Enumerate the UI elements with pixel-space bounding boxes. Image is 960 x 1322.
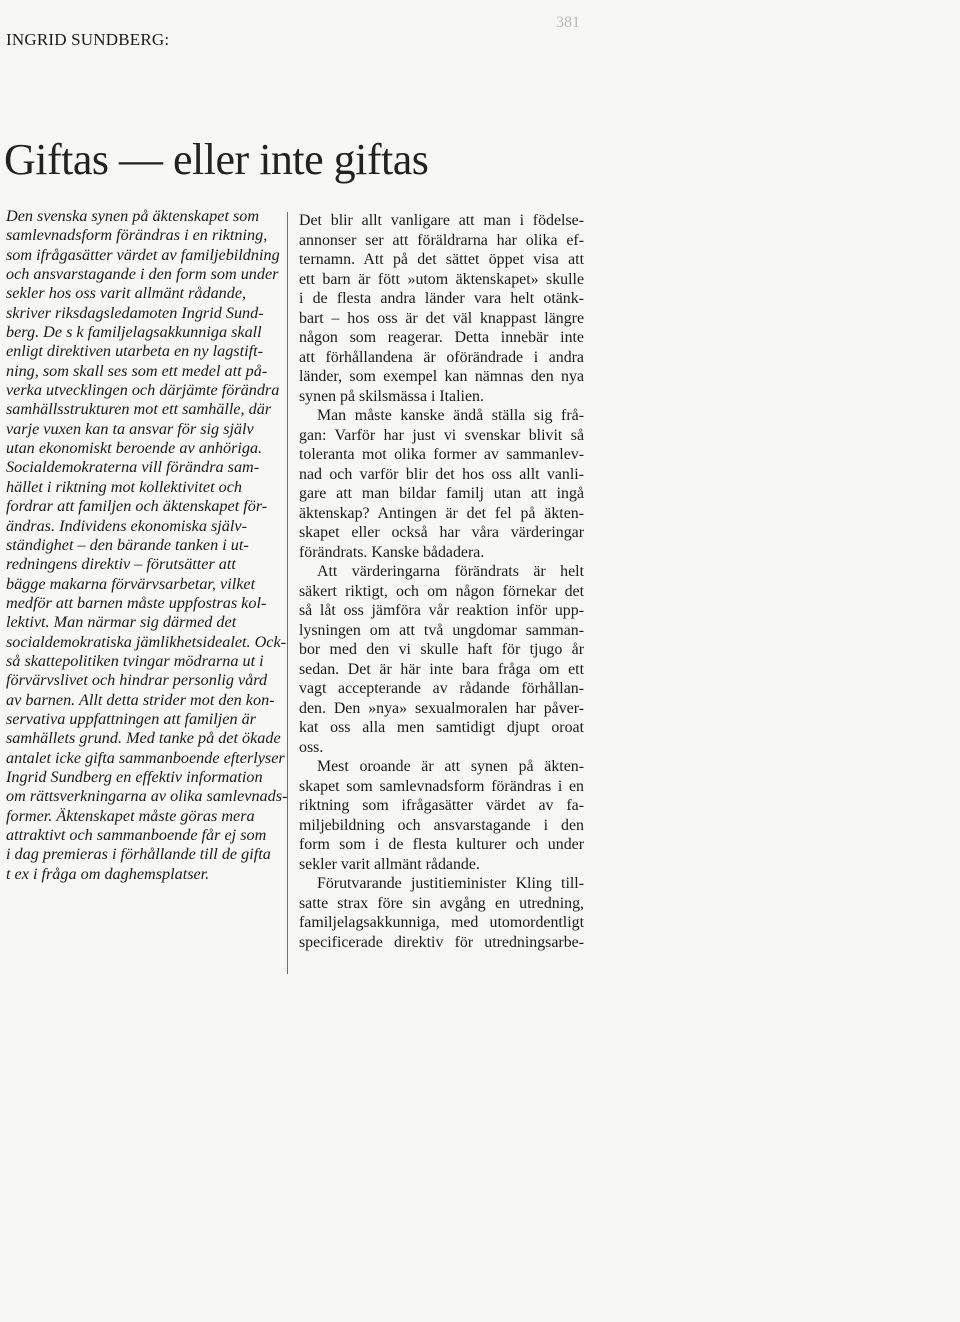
ingress-line: varje vuxen kan ta ansvar för sig själv <box>6 419 254 438</box>
author-name: INGRID SUNDBERG: <box>6 30 170 49</box>
ingress-line: medför att barnen måste uppfostras kol- <box>6 593 267 612</box>
body-line: vagt accepterande av rådande förhållan- <box>299 680 584 697</box>
ingress-line: i dag premieras i förhållande till de gifta <box>6 845 271 864</box>
ingress-line: lektivt. Man närmar sig därmed det <box>6 613 237 632</box>
body-line: bart – hos oss är det väl knappast längre <box>299 309 584 327</box>
column-divider <box>287 212 288 974</box>
body-line: Att värderingarna förändrats är helt <box>317 563 584 580</box>
ingress-line: fordrar att familjen och äktenskapet för- <box>6 497 268 516</box>
body-line: i de flesta andra länder vara helt otänk- <box>299 290 584 307</box>
ingress-line: Ingrid Sundberg en effektiv information <box>6 767 263 786</box>
body-line: att förhållandena är oförändrade i andra <box>299 348 584 366</box>
body-line: oss. <box>299 738 324 756</box>
body-line: gan: Varför har just vi svenskar blivit så <box>299 426 584 444</box>
body-line: satte strax före sin avgång en utredning, <box>299 894 584 912</box>
body-line: toleranta mot olika former av sammanlev- <box>299 446 584 463</box>
ingress-line: verka utvecklingen och därjämte förändra <box>6 381 280 400</box>
body-line: skapet som samlevnadsform förändras i en <box>299 777 584 795</box>
ingress-line: och ansvarstagande i den form som under <box>6 265 279 284</box>
body-line: kat oss alla men samtidigt djupt oroat <box>299 719 584 736</box>
ingress-line: t ex i fråga om daghemsplatser. <box>6 864 210 883</box>
ingress-line: ständighet – den bärande tanken i ut- <box>6 535 249 554</box>
ingress-line: servativa uppfattningen att familjen är <box>6 709 256 728</box>
body-line: förändrats. Kanske bådadera. <box>299 543 485 561</box>
body-line: annonser ser att föräldrarna har olika ef- <box>299 231 584 249</box>
ingress-line: Den svenska synen på äktenskapet som <box>6 207 260 225</box>
ingress-line: som ifrågasätter värdet av familjebildning <box>6 245 280 264</box>
body-line: äktenskap? Antingen är det fel på äkten- <box>299 504 584 522</box>
ingress-line: samlevnadsform förändras i en riktning, <box>6 226 268 245</box>
body-line: sedan. Det är här inte bara fråga om ett <box>299 660 584 678</box>
body-line: synen på skilsmässa i Italien. <box>299 387 484 405</box>
ingress-line: utan ekonomiskt beroende av anhöriga. <box>6 439 263 458</box>
body-line: gare att man bildar familj utan att ingå <box>299 485 584 502</box>
ingress-line: samhällsstrukturen mot ett samhälle, där <box>6 400 272 419</box>
body-line: specificerade direktiv för utredningsarbe- <box>299 933 584 951</box>
body-line: lysningen om att två ungdomar samman- <box>299 621 584 639</box>
ingress-line: enligt direktiven utarbeta en ny lagstift- <box>6 342 263 361</box>
body-line: riktning som ifrågasätter värdet av fa- <box>299 797 584 814</box>
page-number: 381 <box>556 14 580 31</box>
ingress-line: Socialdemokraterna vill förändra sam- <box>6 458 260 477</box>
ingress-line: berg. De s k familjelagsakkunniga skall <box>6 323 262 342</box>
body-line: Man måste kanske ändå ställa sig frå- <box>317 407 584 424</box>
body-line: Förutvarande justitieminister Kling till- <box>317 875 584 892</box>
body-line: länder, som exempel kan nämnas den nya <box>299 368 584 385</box>
ingress-line: förvärvslivet och hindrar personlig vård <box>6 671 268 690</box>
body-column <box>299 211 584 952</box>
ingress-line: redningens direktiv – förutsätter att <box>6 555 236 574</box>
body-line: familjelagsakkunniga, med utomordentligt <box>299 914 584 931</box>
ingress-line: attraktivt och sammanboende får ej som <box>6 826 267 844</box>
ingress-line: samhällets grund. Med tanke på det ökade <box>6 729 281 748</box>
body-line: ternamn. Att på det sättet öppet visa att <box>299 251 584 268</box>
article-title: Giftas — eller inte giftas <box>4 135 429 184</box>
body-line: bor med den vi skulle haft för tjugo år <box>299 641 584 658</box>
body-line: nad och varför blir det hos oss allt vanli- <box>299 465 584 483</box>
ingress-line: så skattepolitiken tvingar mödrarna ut i <box>6 651 264 670</box>
body-line: någon som reagerar. Detta innebär inte <box>299 329 584 346</box>
body-line: skapet eller också har våra värderingar <box>299 524 584 541</box>
body-line: den. Den »nya» sexualmoralen har påver- <box>299 699 584 717</box>
ingress-line: ändras. Individens ekonomiska själv- <box>6 516 247 535</box>
ingress-line: socialdemokratiska jämlikhetsidealet. Ock- <box>6 632 287 651</box>
body-line: sekler varit allmänt rådande. <box>299 855 480 873</box>
ingress-line: sekler hos oss varit allmänt rådande, <box>6 284 247 303</box>
ingress-line: om rättsverkningarna av olika samlevnads- <box>6 787 288 806</box>
ingress-line: ning, som skall ses som ett medel att på- <box>6 361 268 380</box>
ingress-line: antalet icke gifta sammanboende efterlyser <box>6 748 285 767</box>
ingress-line: hället i riktning mot kollektivitet och <box>6 477 243 496</box>
body-line: miljebildning och ansvarstagande i den <box>299 816 584 834</box>
body-line: ett barn är fött »utom äktenskapet» skulle <box>299 270 584 288</box>
ingress-column <box>6 207 288 884</box>
body-line: så låt oss jämföra vår reaktion inför upp- <box>299 602 584 619</box>
ingress-line: av barnen. Allt detta strider mot den kon- <box>6 690 275 709</box>
ingress-line: skriver riksdagsledamoten Ingrid Sund- <box>6 303 264 322</box>
body-line: form som i de flesta kulturer och under <box>299 836 584 853</box>
body-line: säkert riktigt, och om någon förnekar det <box>299 582 584 600</box>
body-line: Det blir allt vanligare att man i födelse- <box>299 212 584 229</box>
ingress-line: former. Äktenskapet måste göras mera <box>6 806 255 825</box>
ingress-line: bägge makarna förvärvsarbetar, vilket <box>6 574 256 593</box>
body-line: Mest oroande är att synen på äkten- <box>317 758 584 775</box>
